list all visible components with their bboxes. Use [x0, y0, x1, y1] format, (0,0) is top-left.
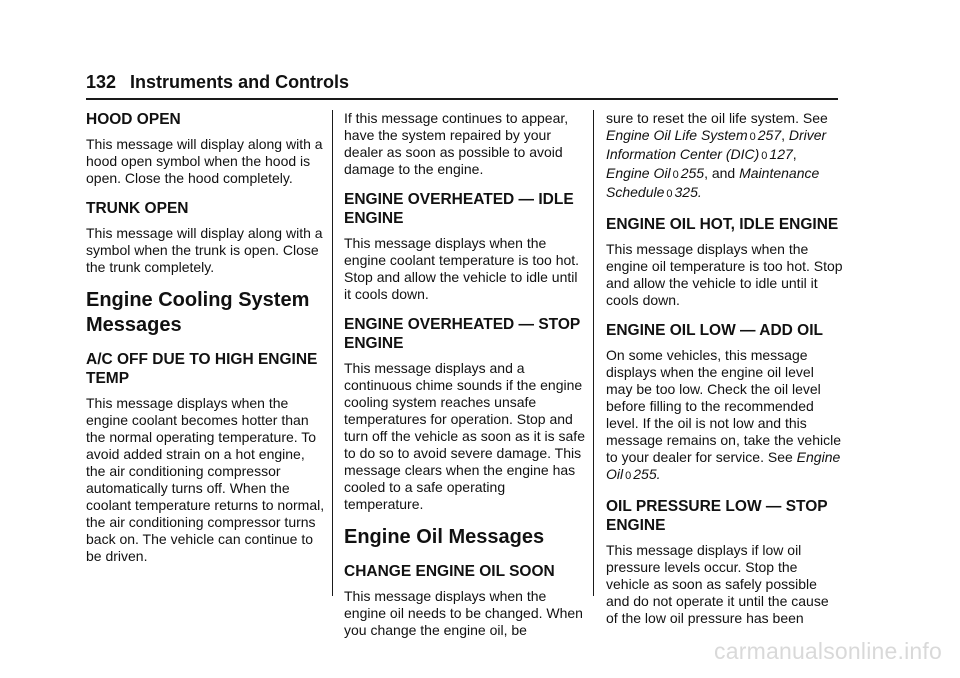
page-ref-icon: 0 [625, 470, 632, 482]
overheated-stop-heading: ENGINE OVERHEATED — STOP ENGINE [344, 316, 580, 352]
column-3 [606, 110, 844, 639]
engine-cooling-heading: Engine Cooling System Messages [86, 289, 310, 336]
page-ref-325[interactable]: 325. [674, 184, 702, 200]
overheated-idle-heading: ENGINE OVERHEATED — IDLE ENGINE [344, 191, 574, 227]
oil-pressure-text: This message displays if low oil pressure levels occur. Stop the vehicle as soon as safely possible and do not operate it until the cause of the low oil pressure has been [606, 542, 829, 626]
page-ref-255[interactable]: 255 [680, 165, 705, 181]
reset-oil-text: sure to reset the oil life system. See Engine Oil Life System 0 257, Driver Information Center (DIC) 0 127, Engine Oil 0 255, and Maintenance Schedule 0 325. [606, 110, 828, 200]
section-title: Instruments and Controls [130, 72, 350, 92]
header-rule [86, 98, 838, 100]
oil-low-text: On some vehicles, this message displays when the engine oil level may be too low. Check the oil level before filling to the recommended level. If the oil is not low and this message remains on, take the vehicle to your dealer for service. See Engine Oil 0 255. [606, 347, 842, 482]
ref-dic[interactable]: Driver Information Center (DIC) [606, 127, 827, 162]
oil-low-heading: ENGINE OIL LOW — ADD OIL [606, 322, 823, 339]
running-header [86, 72, 349, 93]
overheated-stop-text: This message displays and a continuous chime sounds if the engine cooling system reaches unsafe temperatures for operation. Stop and turn off the vehicle as soon as it is safe to do so to avoid severe damage. This message clears when the engine has cooled to a safe operating temperature. [344, 360, 585, 512]
page-number: 132 [86, 72, 117, 92]
continue-text: If this message continues to appear, have the system repaired by your dealer as soon as possible to avoid damage to the engine. [344, 110, 569, 177]
page-ref-255b[interactable]: 255. [633, 466, 661, 482]
watermark: carmanualsonline.info [714, 638, 942, 664]
ref-engine-oil-2[interactable]: Engine Oil [606, 449, 841, 482]
overheated-idle-text: This message displays when the engine coolant temperature is too hot. Stop and allow the vehicle to idle until it cools down. [344, 235, 580, 302]
column-1 [86, 110, 328, 577]
trunk-open-heading: TRUNK OPEN [86, 200, 189, 217]
column-2 [344, 110, 586, 651]
engine-oil-messages-heading: Engine Oil Messages [344, 526, 545, 548]
ref-engine-oil[interactable]: Engine Oil [606, 165, 671, 181]
column-divider [332, 110, 333, 596]
change-oil-text: This message displays when the engine oil needs to be changed. When you change the engine oil, be [344, 588, 583, 638]
ac-off-text: This message displays when the engine coolant becomes hotter than the normal operating temperature. To avoid added strain on a hot engine, the air conditioning compressor automatically turns off. When the coolant temperature returns to normal, the air conditioning compressor turns back on. The vehicle can continue to be driven. [86, 395, 325, 564]
oil-pressure-heading: OIL PRESSURE LOW — STOP ENGINE [606, 498, 828, 534]
page-ref-127[interactable]: 127 [769, 146, 793, 162]
hood-open-text: This message will display along with a hood open symbol when the hood is open. Close the hood completely. [86, 136, 323, 186]
page-ref-icon: 0 [666, 188, 673, 200]
ac-off-heading: A/C OFF DUE TO HIGH ENGINE TEMP [86, 351, 318, 387]
ref-maintenance-schedule[interactable]: Maintenance Schedule [606, 165, 820, 200]
oil-hot-heading: ENGINE OIL HOT, IDLE ENGINE [606, 216, 839, 233]
oil-hot-text: This message displays when the engine oil temperature is too hot. Stop and allow the vehicle to idle until it cools down. [606, 241, 843, 308]
trunk-open-text: This message will display along with a symbol when the trunk is open. Close the trunk completely. [86, 225, 323, 275]
page-ref-icon: 0 [761, 150, 768, 162]
ref-oil-life-system[interactable]: Engine Oil Life System [606, 127, 748, 143]
page-ref-icon: 0 [749, 131, 756, 143]
change-oil-heading: CHANGE ENGINE OIL SOON [344, 563, 555, 580]
page-ref-icon: 0 [672, 169, 679, 181]
column-divider [593, 110, 594, 596]
hood-open-heading: HOOD OPEN [86, 111, 181, 128]
page-ref-257[interactable]: 257 [757, 127, 782, 143]
